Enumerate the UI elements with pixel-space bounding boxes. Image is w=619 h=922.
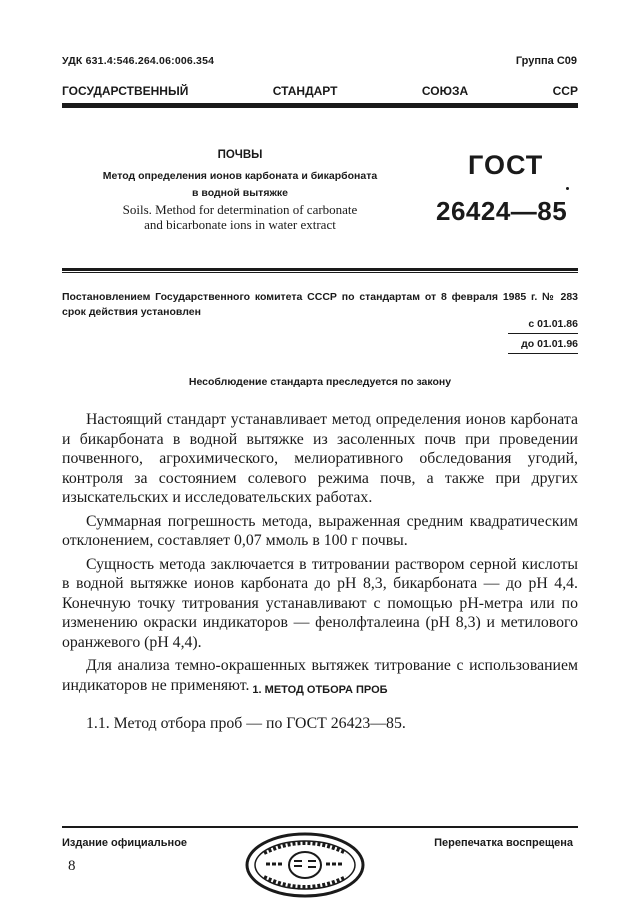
reprint-notice: Перепечатка воспрещена [434, 837, 573, 849]
state-standard-title [62, 84, 578, 98]
footer-divider [62, 826, 578, 828]
title-english-line: Soils. Method for determination of carbonate [122, 202, 358, 217]
title-russian [62, 168, 418, 202]
title-divider-thin [62, 272, 578, 273]
edition-label: Издание официальное [62, 837, 188, 849]
title-english [62, 202, 418, 232]
legal-notice: Несоблюдение стандарта преследуется по закону [188, 376, 452, 388]
body-paragraph: Суммарная погрешность метода, выраженная средним квадратическим отклонением, составляет 0,07 ммоль в 100 г почвы. [62, 512, 578, 549]
validity-dates [508, 317, 578, 357]
gost-number: 26424—85 [436, 196, 568, 226]
gost-label: ГОСТ [468, 150, 544, 180]
valid-from: с 01.01.86 [508, 317, 578, 334]
title-english-line: and bicarbonate ions in water extract [144, 217, 336, 232]
state-title-word: СОЮЗА [421, 84, 469, 98]
state-title-word: СТАНДАРТ [272, 84, 338, 98]
group-code: Группа С09 [515, 55, 577, 67]
body-paragraph: Сущность метода заключается в титровании раствором серной кислоты в водной вытяжке ионов карбоната до рН 8,3, бикарбоната — до рН 4,4. Конечную точку титрования устанавливают с помощью рН-метра или по изменению окраски индикаторов — фенолфталеина (рН 8,3) и метилового оранжевого (рН 4,4). [62, 555, 578, 651]
valid-to: до 01.01.96 [508, 337, 578, 354]
page-number: 8 [68, 858, 76, 874]
decorative-dot [566, 187, 569, 190]
subsection-text: 1.1. Метод отбора проб — по ГОСТ 26423—85. [86, 715, 406, 732]
body-paragraph: Настоящий стандарт устанавливает метод определения ионов карбоната и бикарбоната в водной вытяжке из засоленных почв при проведении почвенного, агрохимического, мелиоративного обследования угодий, контроля за состоянием солевого режима почв, а также при других изыскательских и исследовательских работах. [62, 411, 578, 506]
header-divider [62, 103, 578, 108]
state-title-word: ССР [552, 84, 578, 98]
section-heading: 1. МЕТОД ОТБОРА ПРОБ [252, 684, 388, 696]
state-title-word: ГОСУДАРСТВЕННЫЙ [62, 84, 189, 98]
body-paragraph: Для анализа темно-окрашенных вытяжек титрование с использованием индикаторов не применяют. [62, 657, 578, 694]
subject-title: ПОЧВЫ [217, 149, 263, 161]
body-text [62, 410, 578, 699]
udk-code: УДК 631.4:546.264.06:006.354 [62, 55, 215, 67]
decree-text: Постановлением Государственного комитета СССР по стандартам от 8 февраля 1985 г. № 283 срок действия установлен [62, 291, 578, 318]
library-stamp-icon [244, 831, 366, 899]
title-divider [62, 268, 578, 271]
title-russian-line: в водной вытяжке [192, 187, 288, 199]
title-russian-line: Метод определения ионов карбоната и бикарбоната [102, 170, 378, 182]
